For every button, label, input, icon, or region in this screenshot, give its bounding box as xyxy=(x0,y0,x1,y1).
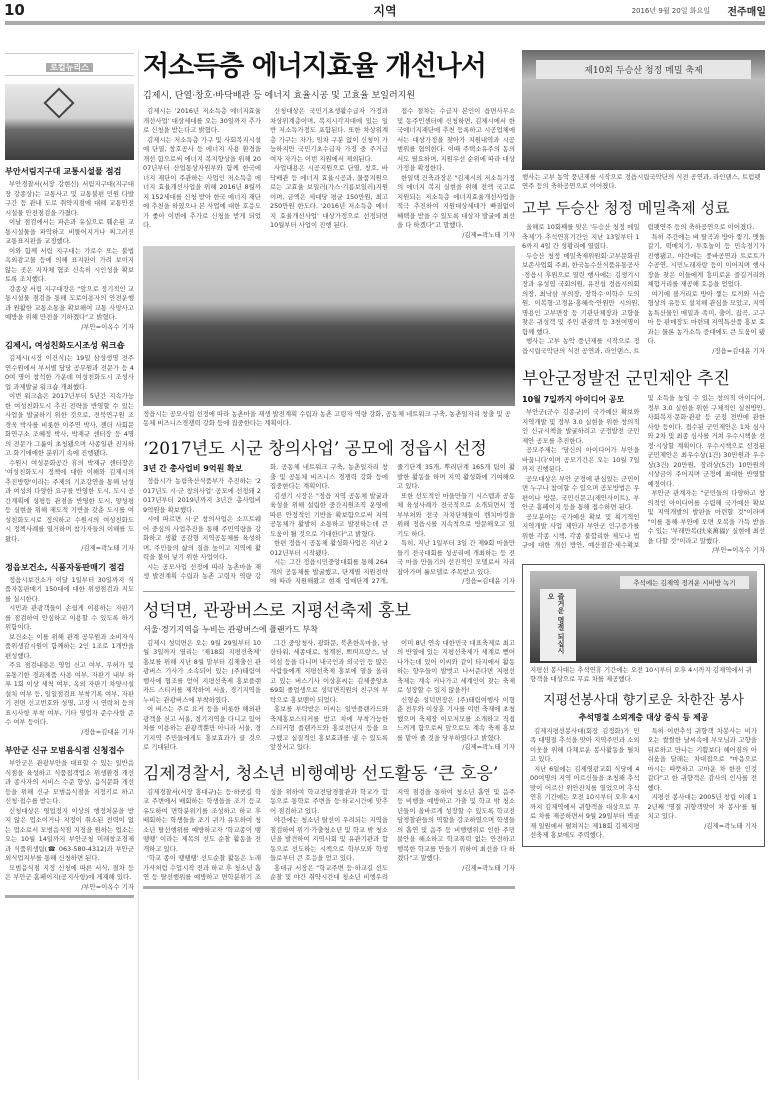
paragraph: 김제시 성덕면은 오는 9월 29일부터 10월 3일까지 열리는 '제18회 지평선축제' 홍보를 위해 지난 8월 말부터 김제출신 관광버스 기사가 소속되어 있는 (주)태림여행사에 협조를 얻어 지평선축제 홍보플랜카드 스티커를 제작하여 서울, 경기지역을 누비는 관광버스에 부착하였다. xyxy=(143,638,261,704)
local-news-badge: 로컬뉴리스 xyxy=(5,53,134,76)
byline: /김제=곽노태 기자 xyxy=(81,544,134,552)
article-body xyxy=(5,180,134,323)
byline: /부안=이옥수 기자 xyxy=(712,546,765,554)
paragraph: 이와 함께 서림 지구대는 가로수 또는 불법 옥외광고물 등에 의해 표지판이 가려 보이지 않는 곳은 지자체 협조 신속히 시인성을 확보토록 조치했다. xyxy=(5,246,134,283)
paragraph: 부안군(군수 김종규)이 국가예산 확보와 지역개발 및 정부 3.0 실현을 위한 창의적인 신규시책을 발굴하려고 군정발전 군민제안 공모를 추진한다. xyxy=(522,408,640,445)
paragraph: 홍대규 서장은 "학교주변 등·하교길 선도순찰 및 야간 취약시간대 청소년 비행우려지역 점검을 통하여 청소년 흡연 및 음주 등 비행을 예방하고 가출 및 학교 밖 청소년들이 올바르게 성장할 수 있도록 학교전담경찰관들의 역할을 강조하였으며 학생들의 흡연 및 음주 등 비행행위로 인한 주민 불안을 해소하고 학교폭력 없는 안전하고 행복한 학교를 만들기 위하여 최선을 다 하겠다"고 말했다. xyxy=(270,787,515,881)
page-number: 10 xyxy=(4,1,25,19)
paragraph: 접수 절차는 수급자 본인이 읍면사무소 및 동주민센터에 신청하면, 김제시에서 한국에너지재단에 추천 등록하고 시공업체에서는 대상가정을 찾아가 지원내역과 시공범위를 협의한다. 이때 주택소유주의 동의서도 필요하며, 지원우선 순위에 따라 대상가정을 확정한다. xyxy=(397,107,515,172)
article-body xyxy=(143,639,515,753)
issue-date: 2016년 9월 20일 화요일 xyxy=(631,7,710,15)
byline: /정읍=김대윤 기자 xyxy=(81,727,134,736)
article-paragraphs xyxy=(522,394,765,556)
paragraph: 시에 따르면 시·군 창의사업은 소프트웨어 중심의 사업추진을 통해 주민역량을 강화하고 생활 공감형 지역공동체를 육성하며, 주민들의 삶의 질을 높이고 지역에 활력을 불어 넣기 위한 사업이다. xyxy=(143,515,261,561)
paragraph: 이 버스는 주로 요커 등을 비롯한 해외관광객을 싣고 서울, 경기지역을 다니고 있어 차를 이용하는 관광객뿐만 아니라 서울, 경기지역 주민들에게도 홍보효과가 클 것으로 기대된다. xyxy=(143,705,261,751)
paragraph: 부안경찰서(서장 강현신) 서림지구대(지구대장 강종상)는 교통사고 및 교통불편 민원 다발 구간 등 관내 도로 취약지점에 대해 교통안전시설물 안전점검을 가졌다. xyxy=(5,180,134,217)
article-headline: 지평선봉사대 향기로운 차한잔 봉사 xyxy=(543,692,744,708)
photo-caption: 행사는 고부 농악 풍년제를 시작으로 정읍시립국악단의 식전 공연과, 라인댄스, 트럼펫연주 등의 축하공연으로 이어졌다. xyxy=(522,173,761,190)
article-title: 김제시, 여성친화도시조성 워크숍 xyxy=(5,340,125,350)
paragraph: 부안군 관계자는 "군민들의 다양하고 창의적인 아이디어를 수렴해 국가예산 확보 및 지역개발의 발판을 마련할 것"이라며 "이를 통해 부안에 오면 오복을 가득 받을 수 있는 '부래만복(扶來萬福)' 실현에 최선을 다할 것"이라고 말했다. xyxy=(647,489,765,545)
article-headline: 부안군정발전 군민제안 추진 xyxy=(522,369,730,389)
paragraph: 김제시(시장 이건식)는 19일 삼성생명 전주연수원에서 부서별 담당 공무원과 전문가 등 40여 명이 참석한 가운데 여성친화도시 조성사업 과제발굴 워크숍 개최했다. xyxy=(5,354,134,391)
footer-rule xyxy=(143,886,515,889)
paragraph: 신형순 성덕면장은 (주)태림여행사 이형춘 전무와 이상훈 기사를 이번 축제에 초청했으며 축제장 이모저모를 소개하고 직접 느끼게 함으로써 앞으로도 계속 축제 홍보를 맡아 줄 것을 당부하였다고 밝혔다. xyxy=(397,695,515,742)
paragraph: 이미 8년 연속 대한민국 대표축제로 최고의 반열에 있는 지평선축제가 세계로 뻗어 나가는데 있어 이씨와 같이 타지에서 활동하는 향우들이 발벗고 나서준다면 지평선축제는 계속 커나가고 세계인이 찾는 축제로 성장할 수 있지 않을까! xyxy=(397,638,515,694)
paragraph: 김제시는 저소득층 가구 및 사회복지시설에 단열, 창호공사 등 에너지 사용 환경을 개선 함으로써 에너지 복지향상을 위해 2007년부터 산업통상자원부와 함께 한국에너지 재단이 주관하는 사업인 저소득층 에너지 효율개선사업을 위해 2016년 8월까지 152세대를 신청 받아 한국 에너지 재단에 추천을 하였으나 본 사업에 대한 호응도가 좋아 이번에 추가로 신청을 받게 되었다. xyxy=(143,135,261,229)
traffic-sign-photo xyxy=(5,84,134,160)
paragraph: 김생기 시장은 "정읍 지역 공동체 발굴과 육성을 위해 설립한 중간지원조직 운영에 따른 안정적인 기반을 확보함으로써 지역 공동체가 활발히 소통하고 발전하는데 큰 도움이 될 것으로 기대한다"고 밝혔다. xyxy=(270,491,388,538)
footer-rule-left xyxy=(5,895,134,898)
paragraph: 김제경찰서(서장 홍대규)는 등·하굣길 학교 주변에서 배회하는 학생들을 조기 등교 유도하여 면학분위기를 조성하고 하교 후 배회하는 학생들을 조기 귀가 유도하여 청소년 탈선행위를 예방하고자 '학교종이 땡땡땡' 이라는 제목의 선도 순찰 활동을 전개하고 있다. xyxy=(143,787,261,853)
festival-banner: 제10회 두승산 청정 메밀 축제 xyxy=(536,60,751,79)
paragraph: 공모주제는 '당신의 아이디어가 부안을 바꿉니다'이며 공모기간은 오는 10월 7일까지 진행된다. xyxy=(522,446,640,473)
paragraph: 여기에 볼거리로 방아 찧는 토끼와 사슴 형상의 유등도 설치해 관심을 모았고, 지역 농특산물인 메밀과 족미, 출이, 잡곡, 고구마 등 판매장도 마련돼 지역특산품 홍보 효과는 물론 농가소득 증대에도 큰 도움이 됐다. xyxy=(647,289,765,345)
paragraph: 특히 주간에는 벼 탈곡과 방아 찧기, 맷돌 갈기, 떡메치기, 투호놀이 등 민속경기가 진행됐고, 야간에는 풍바공연과 트로트가수공연, 시민노래자랑 등이 이어지며 행사장을 찾은 이들에게 흥미로운 즐길거리와 체험거리를 제공해 호응을 얻었다. xyxy=(647,232,765,288)
road-sign-icon xyxy=(43,87,74,118)
conference-photo xyxy=(143,246,515,406)
byline: /부안=이옥수 기자 xyxy=(81,322,134,331)
paragraph: 그간 중앙청사, 광화문, 북촌한옥마을, 남산타워, 세종대로, 청계천, 쁘띠프랑스, 남이섬 등을 다니며 내국인과 외국인 등 많은 사람들에게 지평선축제 홍보에 열을 올리고 있는 버스기사 이상훈씨는 김제중앙초 69회 졸업생으로 성덕면직원의 친구의 부탁으로 홍보맨이 되었다. xyxy=(270,638,388,704)
left-column xyxy=(5,50,134,898)
paragraph: 행사는 고부 농악 풍년제를 시작으로 정읍시립국악단의 식전 공연과, 라인댄스, 트럼펫연주 등의 축하공연으로 이어졌다. xyxy=(522,223,755,355)
festival-standee: 즐거운 명절 되십시오 xyxy=(540,589,576,661)
byline: /정읍=김대윤 기자 xyxy=(712,346,765,355)
paper-name: 전주매일 xyxy=(727,7,766,18)
article-body xyxy=(522,223,765,356)
paragraph: 특히, 지난 1일부터 3일 간 제9회 마을만들기 전국대회를 성공리에 개최하는 등 전국 마을 만들기의 선진적인 모델로서 자리잡아가며 롤모델로 주목받고 있다. xyxy=(397,539,515,576)
paragraph: '학교 종이 땡땡땡' 선도순찰 활동은 노래 가사처럼 수업시작 전과 하교 후 청소년 흡연 등 탈선행위를 예방하고 면학분위기 조성을 위하여 학교전담경찰관과 학교가 합동으로 통학로 주변을 등·하교시간에 맞추어 점검하고 있다. xyxy=(143,787,388,881)
byline: /김제=곽노태 기자 xyxy=(704,821,757,830)
volunteer-banner: 추석에는 김제역 정겨운 시비방 녹기 xyxy=(620,576,749,589)
paragraph: 김제시는 '2016년 저소득층 에너지효율개선사업' 대상세대를 오는 30일까지 추가로 신청을 받는다고 밝혔다. xyxy=(143,107,261,134)
article-body xyxy=(5,354,134,544)
article-headline: 김제경찰서, 청소년 비행예방 선도활동 ‘큰 호응’ xyxy=(143,763,499,784)
paragraph: 이번 워크숍은 2017년부터 5년간 지속가능한 여성친화도시 추진 전략을 반영할 수 있는 사업을 발굴하기 위한 것으로, 전북연구원 조경욱 박사를 비롯한 이주연 박사, 젠더 사회문화연구소 조혜정 박사, 박재규 센터장 등 4명의 전문가 그룹이 초청됐으며 사종일관 진지하고 화기애애한 분위기 속에 진행됐다. xyxy=(5,392,134,457)
article-headline: 고부 두승산 청정 메밀축제 성료 xyxy=(522,199,730,217)
article-body xyxy=(143,788,515,883)
paragraph: 특히 이번추석 귀향객 차봉사는 비가오는 쌀쌀한 날씨속에 부모님과 고향을 뒤로하고 만나는 기쁨보다 헤어짐의 아쉬움을 달래는 차대접으로 "마음으로 마시는 따뜻하고 고마운 차 한잔 인것 같다"고 한 귀향객은 감사의 인사를 전했다. xyxy=(647,726,757,792)
lead-body xyxy=(143,107,515,240)
paragraph: 신청대상은 영업정지 이상의 행정처분을 받지 않은 업소이거나 지정이 취소된 전력이 없는 업소로서 모범음식점 지정을 원하는 업소는 오는 10월 14일까지 부안군청 미래창조경제과 식품위생팀(☎ 063-580-4312)과 부안군외식업지부를 통해 신청하면 된다. xyxy=(5,806,134,862)
byline: /정읍=김대윤 기자 xyxy=(462,577,515,585)
paragraph: 모범음식점 지정 신청에 따른 서식, 절차 등은 부안군 홈페이지(공지사항)에 게재해 있다. xyxy=(5,863,134,881)
paragraph: 공모대상은 부안 군정에 관심있는 군민이면 누구나 참여할 수 있으며 공모방법은 우편이나 방문, 국민신문고(제안사이트), 부안군 홈페이지 등을 통해 접수하면 된다. xyxy=(522,474,640,511)
byline: /김제=곽노태 기자 xyxy=(462,863,515,872)
byline: /김제=곽노태 기자 xyxy=(462,230,515,239)
byline: /부안=이옥수 기자 xyxy=(81,882,134,891)
paragraph: 김제지평선봉사대(회장 김정화)가 민족 대명절 추석을 맞아 지역주민과 소외 이웃을 위해 다채로운 봉사활동을 펼치고 있다. xyxy=(530,726,640,763)
paragraph: 수원시 여성문화공간 휴의 박재규 센터장은 '여성친화도시 정책에 대한 이해와 김제시의 추진방향'이라는 주제의 기조강연을 통해 남성과 여성의 다양한 요구를 반영한 도시, 도시 공간계획에 성평등 관점을 반영한 도시, 양성평등 실현을 위해 제도적 기반을 갖춘 도시를 여성친화도시로 정의하고 수원시의 여성친화도시 정책사례를 열거하며 참가자들의 이해를 도왔다. xyxy=(5,458,134,543)
paragraph: 시는 공모사업 선정에 따라 농촌마을 재생 발전계획 수립과 농촌 고령자 역량 강화, 공동체 네트워크 구축, 농촌일자리 창출 및 공동체 비즈니스 경쟁력 강화 등에 집중한다는 계획이다. xyxy=(143,463,388,580)
paragraph: 한편 정읍시 공동체 활성화사업은 지난 2012년부터 시작됐다. xyxy=(270,539,388,557)
paragraph: 보건소는 이를 위해 관계 공무원과 소비자식품위생감시원이 함께하는 2인 1조로 1개반을 편성했다. xyxy=(5,632,134,660)
paragraph: 주요 점검내용은 영업 신고 여부, 무허가 및 유통기한 경과제품 사용 여부, 자판기 내부 하루 1회 이상 세척 여부, 옥외 자판기 차양시설 설치 여부 등, 일일점검표 부착기록 여부, 자판기 전면 신고번호와 성명, 고장 시 연락처 등의 표시사항 부착 여부, 기타 영업자 준수사항 준수 여부 등이다. xyxy=(5,661,134,726)
paragraph: 정읍시보건소가 이달 1일부터 30일까지 식품자동판매기 150대에 대한 위생점검과 지도를 실시한다. xyxy=(5,575,134,603)
paragraph: 정읍시가 농림축산식품부가 추진하는 '2017년도 시·군 창의사업' 공모에 선정돼 2017년부터 2019년까지 3년간 총사업비 9억원을 확보했다. xyxy=(143,477,261,514)
section-rule xyxy=(143,591,515,592)
header-rule xyxy=(5,21,765,25)
article-headline: 성덕면, 관광버스로 지평선축제 홍보 xyxy=(143,600,411,621)
article-body xyxy=(143,463,515,587)
byline: /김제=곽노태 기자 xyxy=(462,743,515,751)
paragraph: 사업내용은 시공지원으로 단열, 창호, 바닥배관 등 에너지 효율시공과, 물품지원으로는 고효율 보일러(가스·기름보일러)지원이며, 금액은 세대당 평균 150만원, 최고 250만원 한도다. '2016년 저소득층 에너지 효율개선사업' 대상가정으로 선정되면 10월부터 사업이 진행 된다. xyxy=(270,164,388,229)
paragraph: 홍보를 부탁받은 이씨는 일반플랜카드와 축제홍보스티커를 받고 차에 부착가능한 스티커형 플랜카드와 홍보전단지 등을 요구했고 실질적인 홍보효과를 낼 수 있도록 앞장서고 있다. xyxy=(270,705,388,751)
article-subtitle: 추석명절 소외계층 대상 중식 등 제공 xyxy=(578,712,709,722)
paragraph: 강종상 서림 지구대장은 "앞으로 정기적인 교통시설물 점검을 통해 도로이용자의 안전운행과 원활한 교통소통을 확보해여 교통 사망사고 예방을 위해 만전을 기하겠다"고 밝혔다. xyxy=(5,284,134,321)
festival-photo xyxy=(522,50,765,170)
article-paragraphs xyxy=(143,639,515,753)
article-subtitle: 3년 간 총사업비 9억원 확보 xyxy=(143,464,243,473)
lead-subtitle: 김제시, 단열·창호·바닥배관 등 에너지 효율시공 및 고효율 보일러지원 xyxy=(143,91,416,101)
paragraph: 지난 6일에는 김제영광교회 식당에 400여명의 지역 어르신들을 초청해 추석맞이 어르신 위안잔치를 열었으며 추석연휴 기간에는 오전 10시부터 오후 4시까지 김제역에서 귀향객을 대상으로 무료 차를 제공하면서 9월 29일부터 벽골제 일원에서 펼쳐지는 제18회 김제지평선축제 홍보에도 주력했다. xyxy=(530,764,640,839)
main-column xyxy=(143,50,515,889)
column-divider xyxy=(138,50,139,1080)
paragraph: 신청대상은 국민기초생활수급자 가정과 차상위계층이며, 복지시각지대에 있는 일반 저소득가정도 포함된다. 또한 차상위계층 가구는 자가, 임차 구분 없이 신청이 가능하지만 국민기초수급자 가정 중 주거급여자 자가는 이번 지원에서 제외된다. xyxy=(270,107,388,163)
article-title: 부안군 신규 모범음식점 신청접수 xyxy=(5,745,125,755)
article-subtitle: 10월 7일까지 아이디어 공모 xyxy=(522,395,625,404)
paragraph: 시민과 관광객들이 손쉽게 이용하는 자판기를 점검하여 안심하고 이용할 수 있도록 하기 위함이다. xyxy=(5,604,134,631)
paragraph: 이날 점검에서는 파손과 유실으로 훼손된 교통시설물을 파악하고 비뚤어지거나 찌그러진 교통표지판을 교정했다. xyxy=(5,218,134,245)
paragraph: 두승산 청정 메밀축제위원회·고부문화권보존사업회 주최, 한국농수산식품유통공사·정읍시 후원으로 열린 행사에는 김생기시장과 유성엽 국회의원, 유진섭 정읍시의회 의장, 최낙삼 부의장, 장학수·이학수 도의원, 이복형·고경윤·홍혜숙·안원만 시의원, 명용인 고부면장 등 기관단체장과 고향을 찾은 귀성객 및 주민 관광객 등 3천여명이 함께 했다. xyxy=(522,251,640,336)
article-body xyxy=(5,576,134,728)
paragraph: 또한 선도적인 마을만들기 시스템과 공동체 육성사례가 전국적으로 소개되면서 정부부처와 전국 자치단체들이 벤치마킹을 위해 정읍시를 지속적으로 방문해오고 있기도 하다. xyxy=(397,491,515,538)
paragraph: 시는 그간 정읍시민중앙대회를 통해 264개의 공동체를 발굴했고, 단계별 지원전략에 따라 지원해왔고 현재 엽매단계 27개, 줄기단계 35개, 뿌리단계 165개 팀이 활발한 활동을 하며 지역 활성화에 기여해오고 있다. xyxy=(270,463,515,585)
article-body xyxy=(530,727,757,841)
boxed-article xyxy=(522,564,765,847)
right-column xyxy=(522,50,765,847)
paragraph: 한일택 건축과장은 "김제시의 저소득가정의 에너지 복지 실현을 위해 전액 국고로 지원되는 저소득층 에너지효율개선사업을 적극 추진하여 지원대상세대가 빠짐없이 혜택을 받을 수 있도록 대상자 발굴에 최선을 다 하겠다"고 말했다. xyxy=(397,173,515,229)
article-paragraphs xyxy=(143,463,515,587)
photo-caption: 지평선 봉사대는 추석연휴 기간에는 오전 10시부터 오후 4시까지 김제역에서 귀향객을 대상으로 무료 차를 제공했다. xyxy=(530,665,752,683)
section-title: 지역 xyxy=(373,4,397,18)
lead-headline: 저소득층 에너지효율 개선나서 xyxy=(143,51,486,82)
article-paragraphs xyxy=(522,223,765,356)
article-paragraphs xyxy=(143,107,515,240)
article-body xyxy=(522,394,765,556)
article-title: 정읍보건소, 식품자동판매기 점검 xyxy=(5,561,125,572)
paragraph: 야간에는 청소년 탈선이 우려되는 지역을 점검하여 위기·가출청소년 및 학교 밖 청소년을 발견하여 지역사회 및 유관기관과 합동으로 선도하는 시책으로 학부모와 학생들로부터 큰 호응을 얻고 있다. xyxy=(270,816,388,862)
article-headline: ‘2017년도 시군 창의사업’ 공모에 정읍시 선정 xyxy=(143,439,487,459)
article-title: 부안서림지구대 교통시설물 점검 xyxy=(5,166,122,176)
paragraph: 부안군은 관광부안을 대표할 수 있는 일반음식점을 육성하고 식품접객업소 위생환경 개선과 종사자의 서비스 수준 향상, 음식문화 개선 등을 위해 신규 모범음식점을 지정키로 하고 신청·접수를 받는다. xyxy=(5,759,134,805)
paragraph: 공모분야는 국가예산 확보 및 획기적인 지역개발 사업 제안과 부안군 인구증가를 위한 각종 시책, 각종 불합리한 제도나 법규에 대한 개선 방안, 예산절감·세수확보 및 소득을 높일 수 있는 창의적 아이디어, 정부 3.0 실현을 위한 구체적인 실천방안, 사회복지·문화·관광 등 군정 전반에 관한 사항 등이다. 접수된 군민제안은 1차 심사와 2차 및 최종 심사를 거쳐 우수시책을 선정·시상할 계획이다. 우수시책으로 선정된 군민제안은 최우수상(1건) 30만원과 우수상(3건) 20만원, 장려상(5건) 10만원의 시상금이 주어지며 군정에 최대한 반영할 예정이다. xyxy=(522,394,765,549)
article-body xyxy=(5,759,134,883)
article-subtitle: 서울·경기지역을 누비는 관광버스에 플랜카드 부착 xyxy=(143,624,319,634)
paragraph: 올해로 10회째를 맞은 '두승산 청정 메밀축제'가 추석연휴기간인 지난 13일부터 16까지 4일 간 성황리에 열렸다. xyxy=(522,223,640,250)
volunteer-photo xyxy=(530,571,757,663)
paragraph: 지평선 봉사대는 2005년 창립 이래 12년째 '명절 귀향객맞이 차 봉사'를 펼치고 있다. xyxy=(647,793,757,820)
photo-caption: 정읍시는 공모사업 선정에 따라 농촌마을 재생 발전계획 수립과 농촌 고령자 역량 강화, 공동체 네트워크 구축, 농촌일자리 창출 및 공동체 비즈니스경쟁력 강화 등에 집중한다는 계획이다. xyxy=(143,410,511,427)
